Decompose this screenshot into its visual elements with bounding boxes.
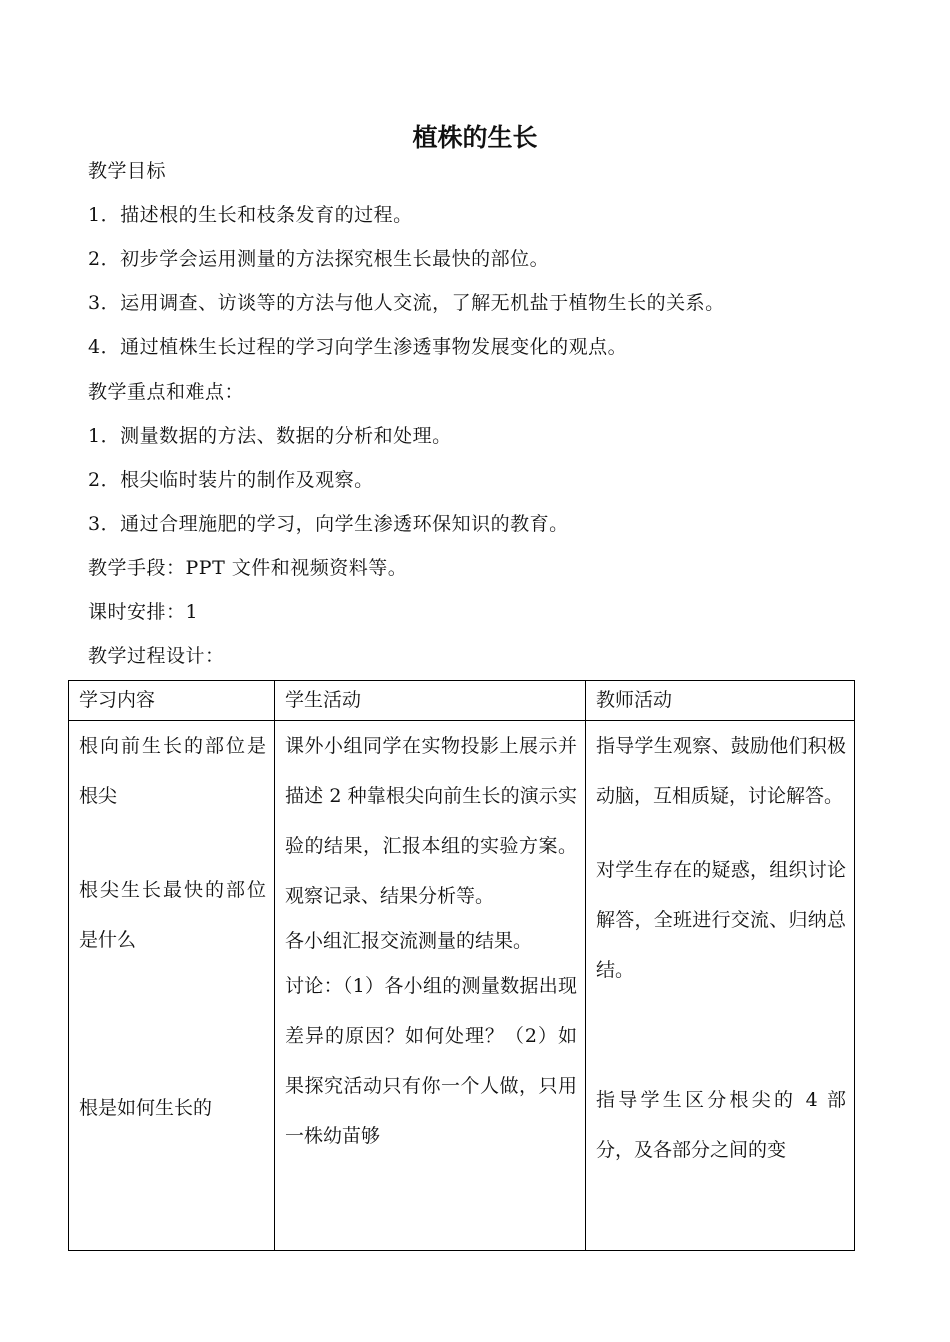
student-activity-item: 各小组汇报交流测量的结果。 <box>285 930 533 952</box>
header-learning-content: 学习内容 <box>69 681 275 721</box>
table-header-row <box>69 681 855 721</box>
teacher-activity-item: 指导学生区分根尖的 4 部分，及各部分之间的变 <box>596 1089 846 1161</box>
student-activity-item: 讨论：（1）各小组的测量数据出现差异的原因？如何处理？（2）如果探究活动只有你一个人做，只用一株幼苗够 <box>285 975 577 1147</box>
teacher-activity-cell <box>586 721 855 1251</box>
key-point-item: 3．通过合理施肥的学习，向学生渗透环保知识的教育。 <box>88 513 569 535</box>
teaching-process-table <box>68 680 855 1251</box>
student-activity-item: 课外小组同学在实物投影上展示并描述 2 种靠根尖向前生长的演示实验的结果，汇报本组的实验方案。观察记录、结果分析等。 <box>285 735 577 907</box>
objective-item: 1．描述根的生长和枝条发育的过程。 <box>88 204 413 226</box>
header-teacher-activity: 教师活动 <box>586 681 855 721</box>
table-row <box>69 721 855 1251</box>
key-point-item: 1．测量数据的方法、数据的分析和处理。 <box>88 425 452 447</box>
objective-item: 4．通过植株生长过程的学习向学生渗透事物发展变化的观点。 <box>88 336 628 358</box>
process-heading: 教学过程设计： <box>88 645 225 667</box>
key-point-item: 2．根尖临时装片的制作及观察。 <box>88 469 374 491</box>
content-item: 根尖生长最快的部位是什么 <box>79 879 266 951</box>
class-schedule: 课时安排：1 <box>88 601 199 623</box>
objective-item: 2．初步学会运用测量的方法探究根生长最快的部位。 <box>88 248 550 270</box>
learning-content-cell <box>69 721 275 1251</box>
teacher-activity-item: 指导学生观察、鼓励他们积极动脑，互相质疑，讨论解答。 <box>596 735 846 807</box>
objectives-heading: 教学目标 <box>88 160 167 182</box>
content-item: 根向前生长的部位是根尖 <box>79 735 266 807</box>
document-title: 植株的生长 <box>412 123 538 152</box>
key-points-heading: 教学重点和难点： <box>88 381 245 403</box>
teaching-means: 教学手段：PPT 文件和视频资料等。 <box>88 557 408 579</box>
objective-item: 3．运用调查、访谈等的方法与他人交流，了解无机盐于植物生长的关系。 <box>88 292 725 314</box>
content-item: 根是如何生长的 <box>79 1097 213 1119</box>
teacher-activity-item: 对学生存在的疑惑，组织讨论解答，全班进行交流、归纳总结。 <box>596 859 846 981</box>
header-student-activity: 学生活动 <box>275 681 586 721</box>
student-activity-cell <box>275 721 586 1251</box>
